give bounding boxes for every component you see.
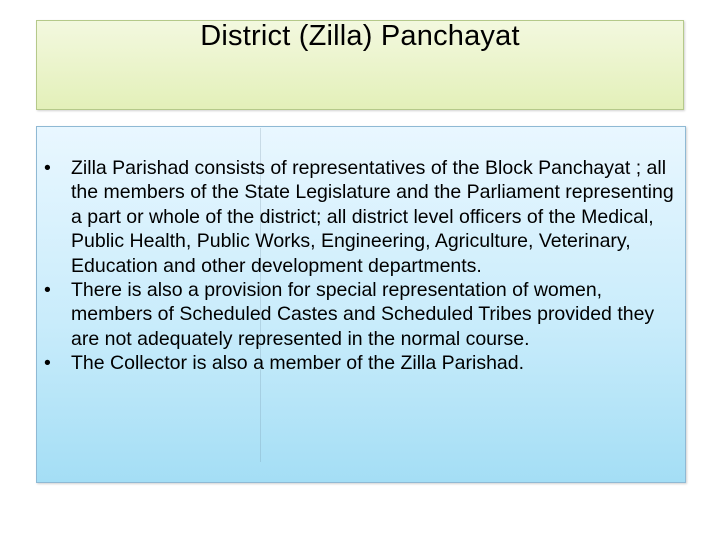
bullet-icon: • — [44, 352, 51, 375]
bullet-item-1 — [44, 156, 684, 278]
bullet-item-2 — [44, 278, 684, 351]
bullet-item-3 — [44, 351, 684, 375]
bullet-text: Zilla Parishad consists of representatives of the Block Panchayat ; all the members of the State Legislature and the Parliament representing a part or whole of the district; all district level officers of the Medical, Public Health, Public Works, Engineering, Agriculture, Veterinary, Education and other development departments. — [71, 157, 674, 277]
bullet-icon: • — [44, 157, 51, 179]
bullet-list — [44, 156, 684, 376]
slide-title: District (Zilla) Panchayat — [200, 20, 520, 52]
bullet-text: The Collector is also a member of the Zilla Parishad. — [71, 352, 525, 375]
bullet-text: There is also a provision for special representation of women, members of Scheduled Castes and Scheduled Tribes provided they are not adequately represented in the normal course. — [71, 279, 655, 350]
bullet-icon: • — [44, 279, 51, 302]
